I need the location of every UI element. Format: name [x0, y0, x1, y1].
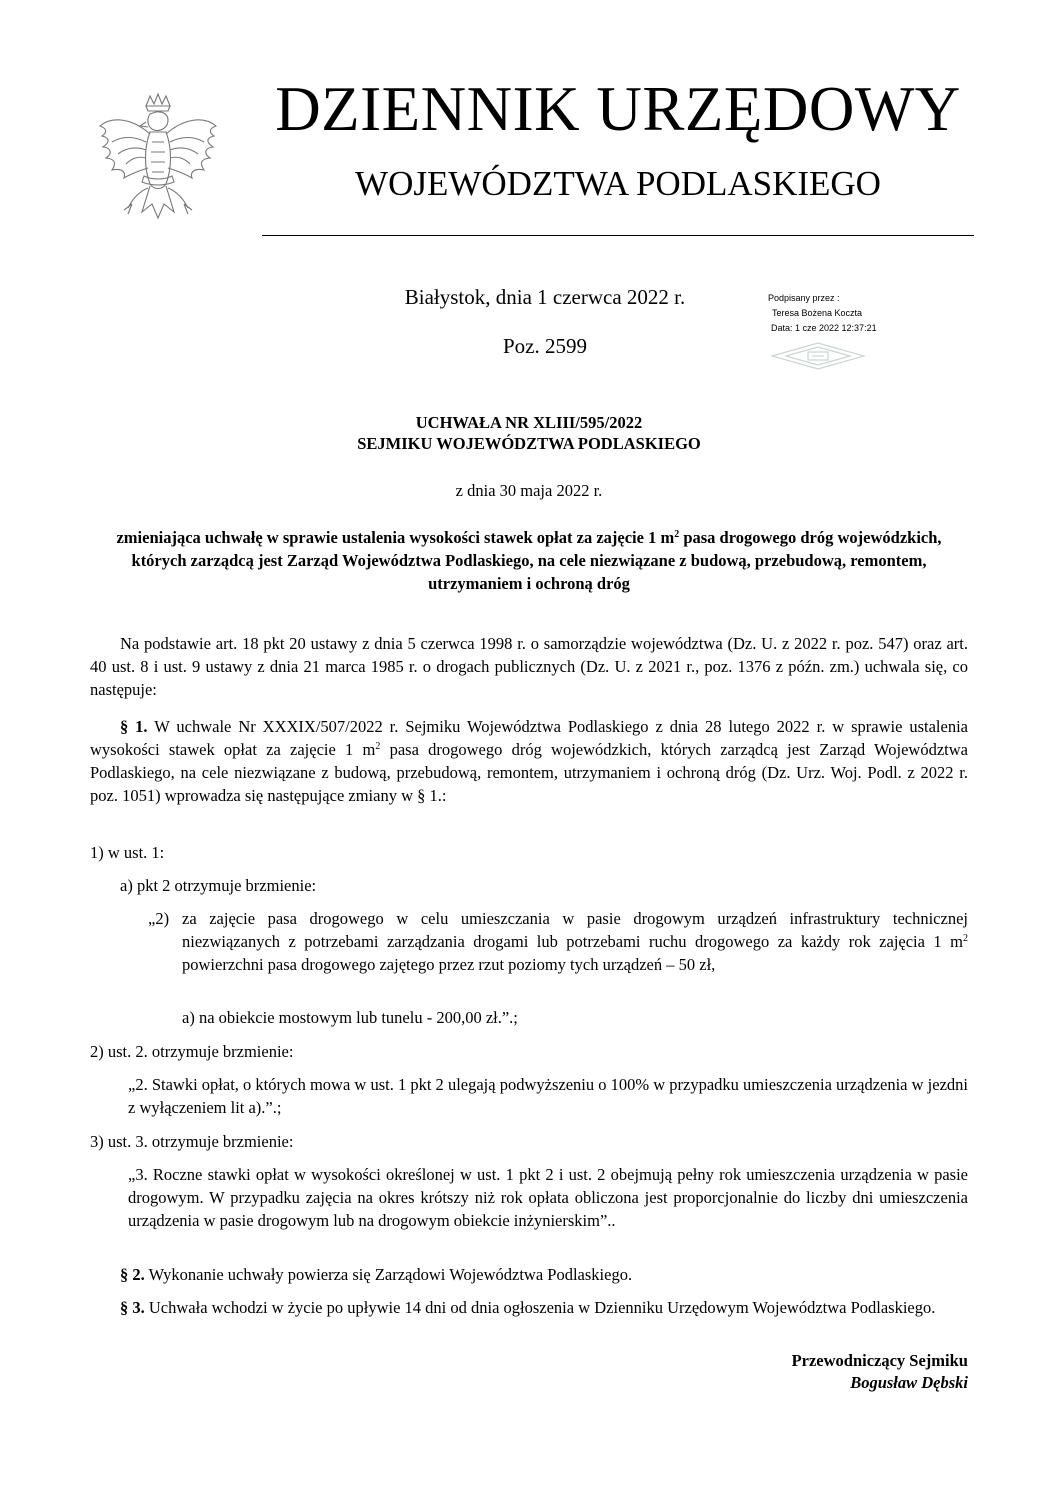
act-subject: zmieniająca uchwałę w sprawie ustalenia wysokości stawek opłat za zajęcie 1 $m^2$ pasa drogowego dróg wojewódzkich, których zarządcą jest Zarząd Województwa Podlaskiego, na cele niezwiązane z budową, przebudową, remontem, utrzymaniem i ochroną dróg	[116, 528, 942, 593]
section-1: § 1. W uchwale Nr XXXIX/507/2022 r. Sejmiku Województwa Podlaskiego z dnia 28 lutego 2022 r. w sprawie ustalenia wysokości stawek opłat za zajęcie 1 $m^2$ pasa drogowego dróg wojewódzkich, których zarządcą jest Zarząd Województwa Podlaskiego, na cele niezwiązane z budową, przebudową, remontem, utrzymaniem i ochroną dróg (Dz. Urz. Woj. Podl. z 2022 r. poz. 1051) wprowadza się następujące zmiany w § 1.:	[90, 717, 968, 805]
superscript-2: 2	[963, 933, 968, 944]
signatory-role: Przewodniczący Sejmiku	[791, 1351, 968, 1370]
quote-2: „2. Stawki opłat, o których mowa w ust. 1 pkt 2 ulegają podwyższeniu o 100% w przypadku umieszczenia urządzenia w jezdni z wyłączeniem lit a).”.;	[128, 1075, 968, 1117]
quote-3: „3. Roczne stawki opłat w wysokości określonej w ust. 1 pkt 2 i ust. 2 obejmują pełny rok umieszczenia urządzenia w pasie drogowym. W przypadku zajęcia na okres krótszy niż rok opłata obliczona jest proporcjonalnie do liczby dni umieszczenia urządzenia w pasie drogowym lub na drogowym obiekcie inżynierskim”..	[128, 1165, 968, 1230]
place-and-date: Białystok, dnia 1 czerwca 2022 r.	[404, 285, 686, 309]
list-item-3: 3) ust. 3. otrzymuje brzmienie:	[90, 1132, 294, 1151]
list-item-2: 2) ust. 2. otrzymuje brzmienie:	[90, 1042, 294, 1061]
position-number: Poz. 2599	[503, 334, 587, 358]
superscript-2: 2	[674, 529, 680, 540]
signature-signer-name: Teresa Bożena Koczta	[772, 308, 863, 318]
section-3: § 3. Uchwała wchodzi w życie po upływie 14 dni od dnia ogłoszenia w Dzienniku Urzędowym Województwa Podlaskiego.	[120, 1298, 936, 1317]
electronic-signature	[768, 291, 938, 336]
act-title	[150, 412, 908, 454]
quote-1-subitem: a) na obiekcie mostowym lub tunelu - 200,00 zł.”.;	[182, 1008, 518, 1027]
preamble: Na podstawie art. 18 pkt 20 ustawy z dnia 5 czerwca 1998 r. o samorządzie województwa (Dz. U. z 2022 r. poz. 547) oraz art. 40 ust. 8 i ust. 9 ustawy z dnia 21 marca 1985 r. o drogach publicznych (Dz. U. z 2021 r., poz. 1376 z późn. zm.) uchwala się, co następuje:	[90, 634, 968, 699]
section-2: § 2. Wykonanie uchwały powierza się Zarządowi Województwa Podlaskiego.	[120, 1265, 633, 1284]
polish-eagle-emblem-icon	[88, 92, 228, 242]
journal-title: DZIENNIK URZĘDOWY	[275, 74, 961, 144]
act-issuer: SEJMIKU WOJEWÓDZTWA PODLASKIEGO	[357, 434, 701, 453]
list-item-1a: a) pkt 2 otrzymuje brzmienie:	[120, 876, 317, 895]
header-divider	[262, 235, 974, 236]
signature-signed-by: Podpisany przez :	[768, 293, 840, 303]
signature-validity-mark-icon	[770, 341, 866, 371]
superscript-2: 2	[375, 741, 381, 752]
act-number: UCHWAŁA NR XLIII/595/2022	[415, 413, 643, 432]
journal-subtitle: WOJEWÓDZTWA PODLASKIEGO	[355, 164, 881, 203]
section-2-label: § 2.	[120, 1265, 145, 1284]
quote-1: za zajęcie pasa drogowego w celu umieszczania w pasie drogowym urządzeń infrastruktury technicznej niezwiązanych z potrzebami zarządzania drogami lub potrzebami ruchu drogowego za każdy rok zajęcia 1 $m^2$ powierzchni pasa drogowego zajętego przez rzut poziomy tych urządzeń – 50 zł,	[182, 909, 968, 974]
signatory-block	[600, 1350, 968, 1394]
section-3-label: § 3.	[120, 1298, 145, 1317]
signature-date: Data: 1 cze 2022 12:37:21	[771, 323, 877, 333]
quote-1-label: „2)	[148, 909, 170, 928]
list-item-1: 1) w ust. 1:	[90, 843, 165, 862]
signatory-name: Bogusław Dębski	[850, 1373, 968, 1392]
act-date: z dnia 30 maja 2022 r.	[455, 481, 603, 500]
section-1-label: § 1.	[120, 717, 148, 736]
